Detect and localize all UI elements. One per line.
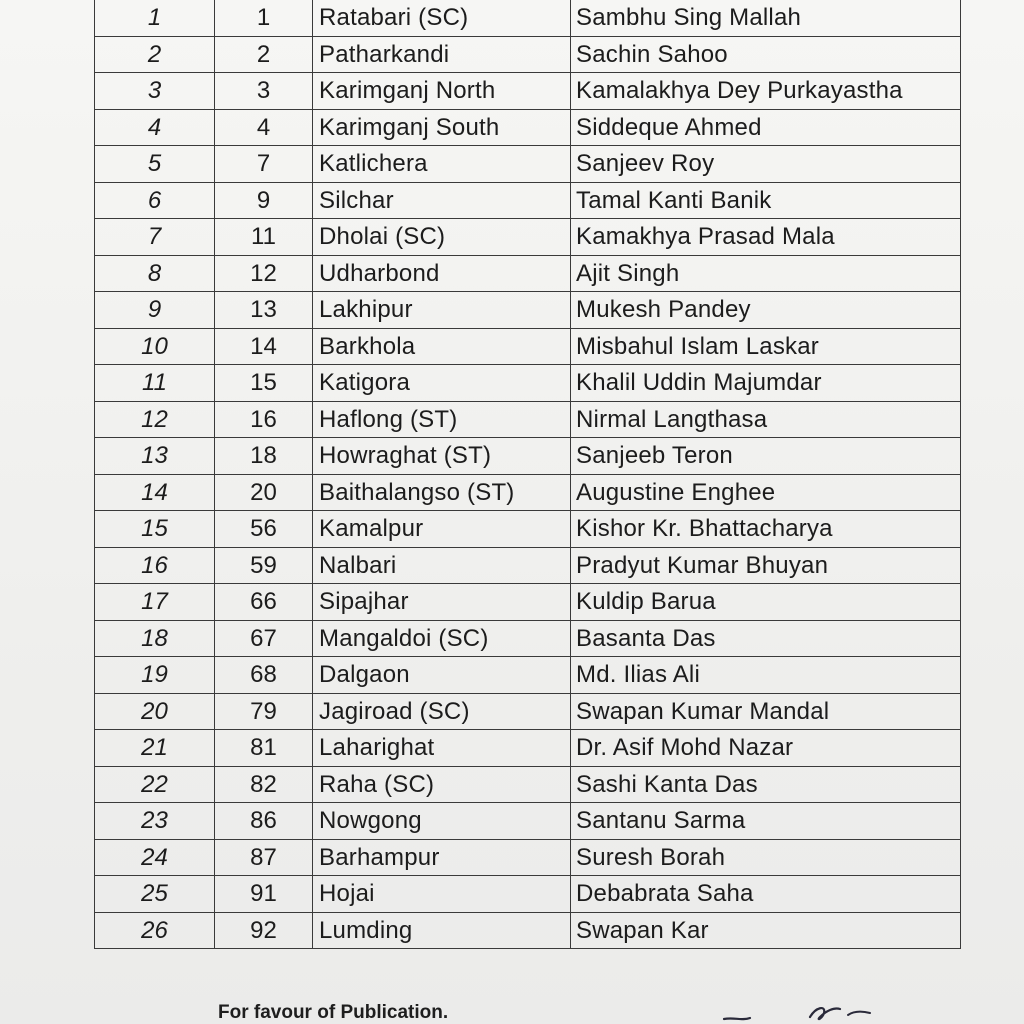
constituency-name: Barhampur	[313, 839, 571, 876]
serial-number: 13	[95, 438, 215, 475]
table-row	[95, 766, 961, 803]
constituency-number: 13	[215, 292, 313, 329]
candidate-name: Md. Ilias Ali	[571, 657, 961, 694]
table-row	[95, 401, 961, 438]
constituency-number: 11	[215, 219, 313, 256]
constituency-name: Laharighat	[313, 730, 571, 767]
constituency-name: Silchar	[313, 182, 571, 219]
table-row	[95, 839, 961, 876]
serial-number: 8	[95, 255, 215, 292]
candidate-name: Suresh Borah	[571, 839, 961, 876]
constituency-number: 2	[215, 36, 313, 73]
serial-number: 3	[95, 73, 215, 110]
candidate-name: Sambhu Sing Mallah	[571, 0, 961, 36]
constituency-name: Haflong (ST)	[313, 401, 571, 438]
table-row	[95, 803, 961, 840]
candidate-name: Augustine Enghee	[571, 474, 961, 511]
constituency-name: Hojai	[313, 876, 571, 913]
serial-number: 4	[95, 109, 215, 146]
constituency-name: Raha (SC)	[313, 766, 571, 803]
constituency-name: Nowgong	[313, 803, 571, 840]
constituency-number: 68	[215, 657, 313, 694]
constituency-name: Dalgaon	[313, 657, 571, 694]
table-row	[95, 730, 961, 767]
constituency-number: 18	[215, 438, 313, 475]
serial-number: 5	[95, 146, 215, 183]
constituency-number: 82	[215, 766, 313, 803]
serial-number: 12	[95, 401, 215, 438]
candidate-name: Ajit Singh	[571, 255, 961, 292]
constituency-number: 14	[215, 328, 313, 365]
constituency-number: 4	[215, 109, 313, 146]
candidate-name: Sashi Kanta Das	[571, 766, 961, 803]
serial-number: 19	[95, 657, 215, 694]
table-row	[95, 657, 961, 694]
serial-number: 15	[95, 511, 215, 548]
constituency-name: Kamalpur	[313, 511, 571, 548]
candidate-name: Sanjeeb Teron	[571, 438, 961, 475]
serial-number: 26	[95, 912, 215, 949]
serial-number: 18	[95, 620, 215, 657]
candidate-name: Kishor Kr. Bhattacharya	[571, 511, 961, 548]
table-row	[95, 876, 961, 913]
serial-number: 25	[95, 876, 215, 913]
constituency-number: 56	[215, 511, 313, 548]
table-row	[95, 912, 961, 949]
serial-number: 2	[95, 36, 215, 73]
candidate-name: Nirmal Langthasa	[571, 401, 961, 438]
candidate-list-table	[94, 0, 961, 949]
constituency-name: Lakhipur	[313, 292, 571, 329]
constituency-number: 66	[215, 584, 313, 621]
constituency-number: 87	[215, 839, 313, 876]
table-row	[95, 438, 961, 475]
candidate-name: Swapan Kumar Mandal	[571, 693, 961, 730]
table-row	[95, 584, 961, 621]
candidate-name: Sachin Sahoo	[571, 36, 961, 73]
table-row	[95, 511, 961, 548]
table-row	[95, 620, 961, 657]
constituency-number: 15	[215, 365, 313, 402]
table-row	[95, 547, 961, 584]
table-row	[95, 146, 961, 183]
constituency-name: Udharbond	[313, 255, 571, 292]
constituency-name: Mangaldoi (SC)	[313, 620, 571, 657]
serial-number: 9	[95, 292, 215, 329]
table-row	[95, 365, 961, 402]
candidate-name: Santanu Sarma	[571, 803, 961, 840]
constituency-name: Barkhola	[313, 328, 571, 365]
publication-note: For favour of Publication.	[218, 1002, 449, 1023]
candidate-name: Debabrata Saha	[571, 876, 961, 913]
candidate-name: Kamalakhya Dey Purkayastha	[571, 73, 961, 110]
constituency-name: Katigora	[313, 365, 571, 402]
table-body	[95, 0, 961, 949]
candidate-name: Siddeque Ahmed	[571, 109, 961, 146]
candidate-name: Mukesh Pandey	[571, 292, 961, 329]
constituency-number: 1	[215, 0, 313, 36]
signature-mark	[720, 995, 880, 1024]
table-row	[95, 73, 961, 110]
candidate-name: Kuldip Barua	[571, 584, 961, 621]
candidate-name: Tamal Kanti Banik	[571, 182, 961, 219]
serial-number: 22	[95, 766, 215, 803]
constituency-number: 86	[215, 803, 313, 840]
constituency-number: 81	[215, 730, 313, 767]
serial-number: 6	[95, 182, 215, 219]
constituency-number: 20	[215, 474, 313, 511]
constituency-name: Dholai (SC)	[313, 219, 571, 256]
constituency-number: 92	[215, 912, 313, 949]
serial-number: 7	[95, 219, 215, 256]
constituency-name: Karimganj North	[313, 73, 571, 110]
table-row	[95, 109, 961, 146]
serial-number: 10	[95, 328, 215, 365]
constituency-name: Karimganj South	[313, 109, 571, 146]
table-row	[95, 0, 961, 36]
serial-number: 24	[95, 839, 215, 876]
constituency-name: Howraghat (ST)	[313, 438, 571, 475]
serial-number: 23	[95, 803, 215, 840]
constituency-number: 59	[215, 547, 313, 584]
table-row	[95, 693, 961, 730]
constituency-number: 12	[215, 255, 313, 292]
serial-number: 1	[95, 0, 215, 36]
constituency-name: Sipajhar	[313, 584, 571, 621]
constituency-name: Ratabari (SC)	[313, 0, 571, 36]
constituency-number: 67	[215, 620, 313, 657]
constituency-number: 91	[215, 876, 313, 913]
serial-number: 20	[95, 693, 215, 730]
constituency-name: Baithalangso (ST)	[313, 474, 571, 511]
candidate-name: Pradyut Kumar Bhuyan	[571, 547, 961, 584]
constituency-name: Patharkandi	[313, 36, 571, 73]
serial-number: 11	[95, 365, 215, 402]
candidate-name: Kamakhya Prasad Mala	[571, 219, 961, 256]
table-row	[95, 292, 961, 329]
constituency-name: Lumding	[313, 912, 571, 949]
table-row	[95, 219, 961, 256]
constituency-number: 3	[215, 73, 313, 110]
candidate-name: Khalil Uddin Majumdar	[571, 365, 961, 402]
constituency-name: Jagiroad (SC)	[313, 693, 571, 730]
table-row	[95, 474, 961, 511]
candidate-name: Misbahul Islam Laskar	[571, 328, 961, 365]
serial-number: 14	[95, 474, 215, 511]
constituency-name: Nalbari	[313, 547, 571, 584]
candidate-name: Basanta Das	[571, 620, 961, 657]
serial-number: 17	[95, 584, 215, 621]
serial-number: 16	[95, 547, 215, 584]
table-row	[95, 182, 961, 219]
table-row	[95, 255, 961, 292]
constituency-number: 79	[215, 693, 313, 730]
candidate-name: Dr. Asif Mohd Nazar	[571, 730, 961, 767]
constituency-number: 9	[215, 182, 313, 219]
table-row	[95, 36, 961, 73]
candidate-name: Swapan Kar	[571, 912, 961, 949]
constituency-name: Katlichera	[313, 146, 571, 183]
constituency-number: 7	[215, 146, 313, 183]
constituency-number: 16	[215, 401, 313, 438]
serial-number: 21	[95, 730, 215, 767]
candidate-name: Sanjeev Roy	[571, 146, 961, 183]
table-row	[95, 328, 961, 365]
